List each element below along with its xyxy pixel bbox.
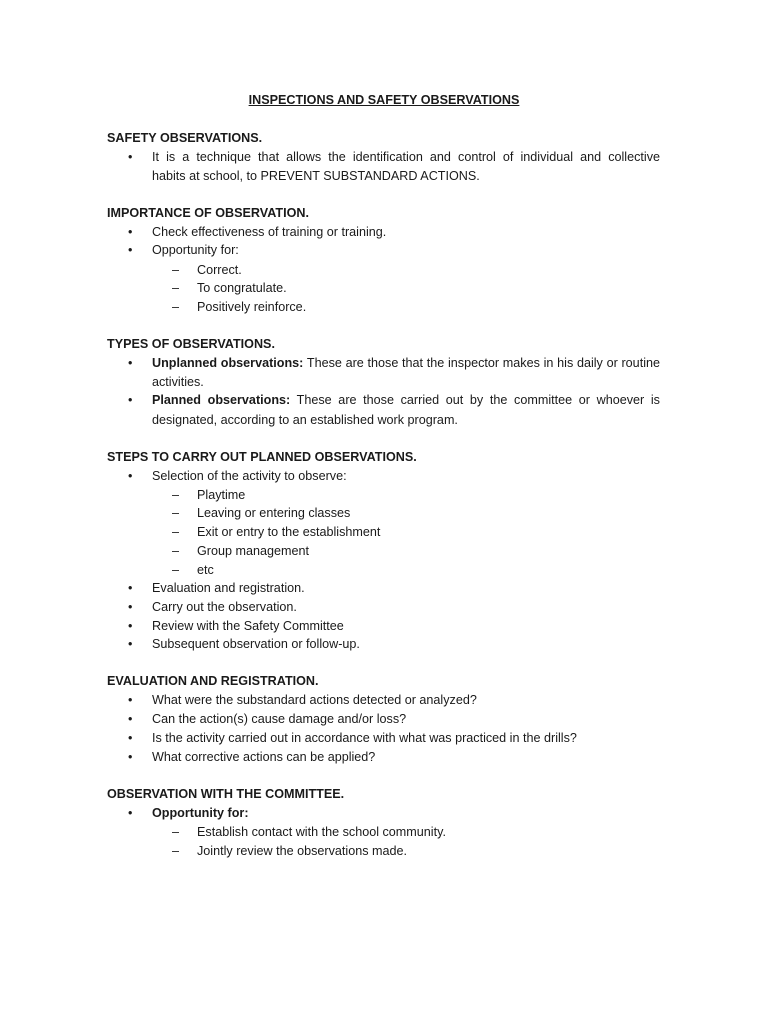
sub-list-item: Group management xyxy=(197,544,310,558)
dash-icon: – xyxy=(172,825,180,839)
dash-icon: – xyxy=(172,300,180,314)
bullet-icon: • xyxy=(128,731,133,745)
types-unplanned-line-2: activities. xyxy=(152,375,204,389)
list-item: Carry out the observation. xyxy=(152,600,297,614)
safety-text-line-1: It is a technique that allows the identification and control of individual and collective xyxy=(152,150,660,164)
unplanned-label: Unplanned observations: xyxy=(152,356,304,370)
bullet-icon: • xyxy=(128,693,133,707)
planned-text: These are those carried out by the committee or whoever is xyxy=(296,393,660,407)
sub-list-item: Exit or entry to the establishment xyxy=(197,525,381,539)
types-unplanned-line-1 xyxy=(152,355,660,371)
bullet-icon: • xyxy=(128,225,133,239)
list-item: What corrective actions can be applied? xyxy=(152,750,376,764)
types-planned-line-1 xyxy=(152,392,660,408)
sub-list-item: etc xyxy=(197,563,214,577)
bullet-icon: • xyxy=(128,581,133,595)
section-heading-safety: SAFETY OBSERVATIONS. xyxy=(107,131,263,145)
safety-text-line-2: habits at school, to PREVENT SUBSTANDARD ACTIONS. xyxy=(152,169,480,183)
section-heading-evaluation: EVALUATION AND REGISTRATION. xyxy=(107,674,319,688)
bullet-icon: • xyxy=(128,637,133,651)
sub-list-item: Jointly review the observations made. xyxy=(197,844,407,858)
list-item: Review with the Safety Committee xyxy=(152,619,344,633)
bullet-icon: • xyxy=(128,712,133,726)
list-item: Check effectiveness of training or training. xyxy=(152,225,387,239)
dash-icon: – xyxy=(172,506,180,520)
sub-list-item: Correct. xyxy=(197,263,242,277)
bullet-icon: • xyxy=(128,356,133,370)
dash-icon: – xyxy=(172,563,180,577)
section-heading-types: TYPES OF OBSERVATIONS. xyxy=(107,337,275,351)
dash-icon: – xyxy=(172,263,180,277)
list-item: Evaluation and registration. xyxy=(152,581,305,595)
bullet-icon: • xyxy=(128,150,133,164)
unplanned-text: These are those that the inspector makes in his daily or routine xyxy=(306,356,660,370)
list-item: Opportunity for: xyxy=(152,243,239,257)
list-item: Is the activity carried out in accordance with what was practiced in the drills? xyxy=(152,731,577,745)
dash-icon: – xyxy=(172,844,180,858)
dash-icon: – xyxy=(172,525,180,539)
section-heading-steps: STEPS TO CARRY OUT PLANNED OBSERVATIONS. xyxy=(107,450,417,464)
bullet-icon: • xyxy=(128,393,133,407)
list-item: Selection of the activity to observe: xyxy=(152,469,347,483)
sub-list-item: Leaving or entering classes xyxy=(197,506,351,520)
bullet-icon: • xyxy=(128,619,133,633)
sub-list-item: Establish contact with the school community. xyxy=(197,825,446,839)
bullet-icon: • xyxy=(128,600,133,614)
list-item: What were the substandard actions detected or analyzed? xyxy=(152,693,477,707)
section-heading-committee: OBSERVATION WITH THE COMMITTEE. xyxy=(107,787,345,801)
list-item: Opportunity for: xyxy=(152,806,249,820)
types-planned-line-2: designated, according to an established work program. xyxy=(152,413,458,427)
document-title: INSPECTIONS AND SAFETY OBSERVATIONS xyxy=(248,93,520,107)
bullet-icon: • xyxy=(128,469,133,483)
sub-list-item: To congratulate. xyxy=(197,281,287,295)
section-heading-importance: IMPORTANCE OF OBSERVATION. xyxy=(107,206,309,220)
dash-icon: – xyxy=(172,544,180,558)
sub-list-item: Positively reinforce. xyxy=(197,300,307,314)
sub-list-item: Playtime xyxy=(197,488,246,502)
bullet-icon: • xyxy=(128,243,133,257)
list-item: Can the action(s) cause damage and/or loss? xyxy=(152,712,407,726)
dash-icon: – xyxy=(172,281,180,295)
dash-icon: – xyxy=(172,488,180,502)
list-item: Subsequent observation or follow-up. xyxy=(152,637,360,651)
bullet-icon: • xyxy=(128,806,133,820)
planned-label: Planned observations: xyxy=(152,393,291,407)
bullet-icon: • xyxy=(128,750,133,764)
